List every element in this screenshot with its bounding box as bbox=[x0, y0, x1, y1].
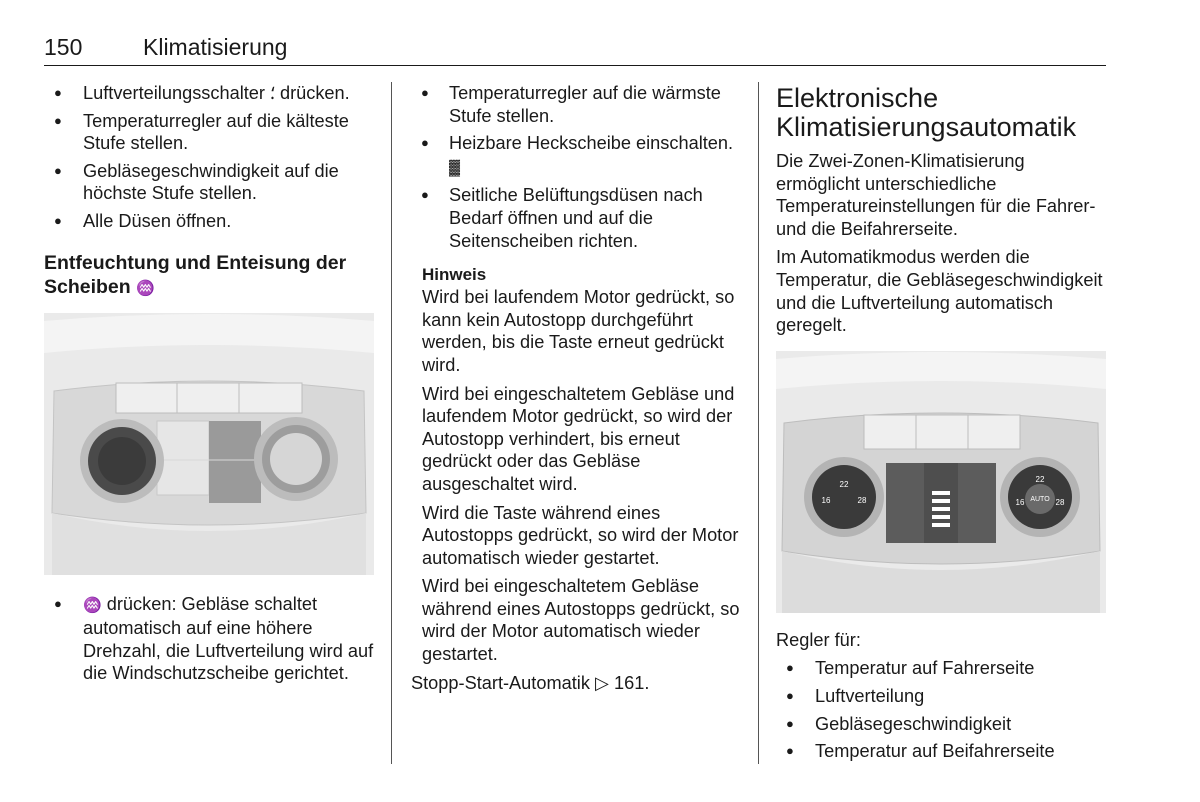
list-item-text: Gebläsegeschwindigkeit auf die höchste Stufe stellen. bbox=[83, 160, 339, 204]
section-title-text: Entfeuchtung und Enteisung der Scheiben bbox=[44, 251, 347, 298]
page-number: 150 bbox=[44, 34, 83, 60]
climate-panel-figure-manual bbox=[44, 313, 374, 575]
right-dial-high-label: 28 bbox=[1055, 497, 1065, 507]
list-item-text: Temperatur auf Beifahrerseite bbox=[815, 741, 1055, 762]
cross-reference: Stopp-Start-Automatik ▷ 161. bbox=[411, 672, 650, 693]
right-dial-mid-label: 22 bbox=[1035, 474, 1045, 484]
chapter-title: Klimatisierung bbox=[143, 34, 288, 60]
list-item bbox=[44, 210, 374, 233]
list-item-text: Alle Düsen öffnen. bbox=[83, 210, 232, 231]
note-paragraph: Wird bei eingeschaltetem Gebläse während eines Autostopps gedrückt, so wird der Motor automatisch wieder gestartet. bbox=[422, 576, 740, 665]
list-item-text: Heizbare Heckscheibe einschalten. bbox=[449, 133, 734, 154]
list-item-text: Luftverteilungsschalter ⸵ drücken. bbox=[83, 83, 350, 103]
list-item bbox=[776, 713, 1108, 736]
list-item bbox=[44, 82, 374, 105]
list-item-text: Gebläsegeschwindigkeit bbox=[815, 713, 1012, 734]
climate-panel-figure-automatic bbox=[776, 351, 1106, 613]
left-dial-mid-label: 22 bbox=[839, 479, 849, 489]
list-item-text: Seitliche Belüftungsdüsen nach Bedarf öffnen und auf die Seitenscheiben richten. bbox=[449, 185, 703, 251]
left-dial-high-label: 28 bbox=[857, 495, 867, 505]
column-2 bbox=[411, 82, 747, 700]
list-item bbox=[411, 184, 747, 252]
list-item bbox=[776, 685, 1108, 708]
note-paragraph: Wird bei laufendem Motor gedrückt, so kann kein Autostopp durchgeführt werden, bis die Taste erneut gedrückt wird. bbox=[422, 287, 735, 375]
paragraph: Im Automatikmodus werden die Temperatur, die Gebläsegeschwindigkeit und die Luftverteilung automatisch geregelt. bbox=[776, 247, 1103, 336]
list-item bbox=[44, 593, 374, 685]
section-heading: Elektronische Klimatisierungsautomatik bbox=[776, 83, 1077, 142]
list-item bbox=[44, 160, 374, 205]
paragraph: Die Zwei-Zonen-Klimatisierung ermöglicht unterschiedliche Temperatureinstellungen für die Fahrer- und die Beifahrerseite. bbox=[776, 151, 1096, 239]
list-item-text: Temperaturregler auf die wärmste Stufe stellen. bbox=[449, 83, 721, 126]
list-item bbox=[411, 132, 747, 179]
page-header bbox=[44, 34, 1106, 66]
list-item bbox=[776, 657, 1108, 680]
list-item bbox=[411, 82, 747, 127]
list-item-text: Luftverteilung bbox=[815, 685, 925, 706]
regler-label: Regler für: bbox=[776, 629, 861, 650]
note-paragraph: Wird die Taste während eines Autostopps gedrückt, so wird der Motor automatisch wieder gestartet. bbox=[422, 502, 739, 568]
note-paragraph: Wird bei eingeschaltetem Gebläse und laufendem Motor gedrückt, so wird der Autostopp verhindert, bis erneut gedrückt oder das Gebläse ausgeschaltet wird. bbox=[422, 383, 735, 494]
column-divider-right bbox=[758, 82, 759, 764]
left-dial-low-label: 16 bbox=[821, 495, 831, 505]
list-item-text: Temperatur auf Fahrerseite bbox=[815, 658, 1035, 679]
column-1 bbox=[44, 82, 374, 690]
auto-label: AUTO bbox=[1030, 495, 1050, 503]
list-item bbox=[776, 740, 1108, 763]
list-item-text: Temperaturregler auf die kälteste Stufe stellen. bbox=[83, 110, 349, 154]
note-label: Hinweis bbox=[422, 265, 487, 285]
rear-window-heating-icon: ▓ bbox=[449, 158, 460, 176]
note-box bbox=[411, 264, 747, 666]
defrost-icon: ♒ bbox=[136, 279, 155, 297]
list-item-text: drücken: Gebläse schaltet automatisch auf eine höhere Drehzahl, die Luftverteilung wird auf die Windschutzscheibe gerichtet. bbox=[83, 593, 374, 684]
right-dial-low-label: 16 bbox=[1015, 497, 1025, 507]
section-title bbox=[44, 251, 374, 301]
list-item bbox=[44, 110, 374, 155]
column-divider-left bbox=[391, 82, 392, 764]
column-3 bbox=[776, 84, 1108, 768]
defrost-icon: ♒ bbox=[83, 596, 102, 614]
